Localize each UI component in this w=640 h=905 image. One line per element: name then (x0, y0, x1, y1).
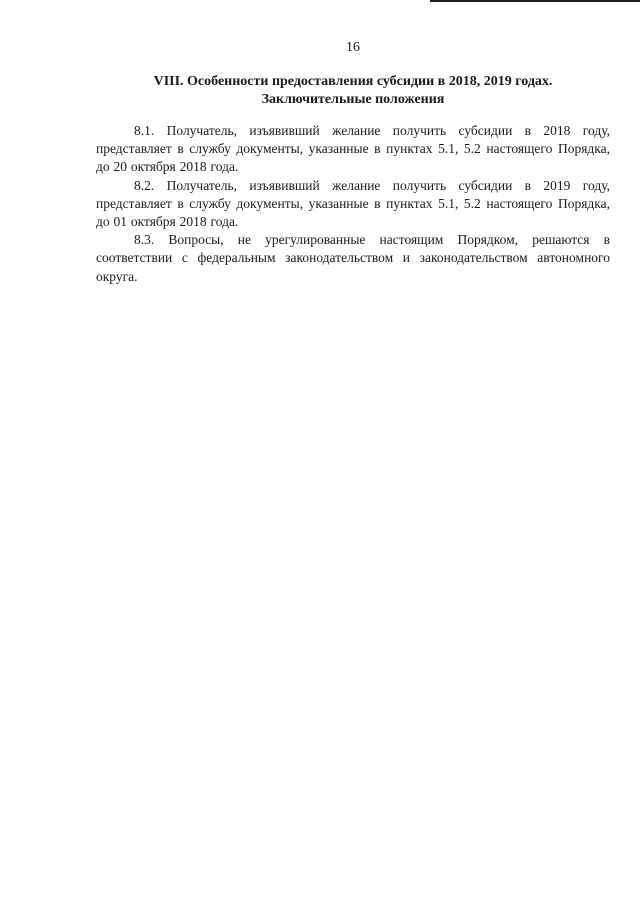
section-heading (96, 73, 610, 109)
paragraph-8-3: 8.3. Вопросы, не урегулированные настоящим Порядком, решаются в соответствии с федеральным законодательством и законодательством автономного округа. (96, 232, 610, 284)
scan-edge-line (430, 0, 640, 2)
page-number: 16 (346, 40, 360, 55)
section-body (96, 122, 610, 286)
section-title-line-2: Заключительные положения (261, 92, 445, 107)
section-title-line-1: VIII. Особенности предоставления субсидии в 2018, 2019 годах. (153, 74, 553, 89)
paragraph-8-1: 8.1. Получатель, изъявивший желание получить субсидии в 2018 году, представляет в службу документы, указанные в пунктах 5.1, 5.2 настоящего Порядка, до 20 октября 2018 года. (96, 123, 610, 175)
paragraph-8-2: 8.2. Получатель, изъявивший желание получить субсидии в 2019 году, представляет в службу документы, указанные в пунктах 5.1, 5.2 настоящего Порядка, до 01 октября 2018 года. (96, 177, 610, 230)
